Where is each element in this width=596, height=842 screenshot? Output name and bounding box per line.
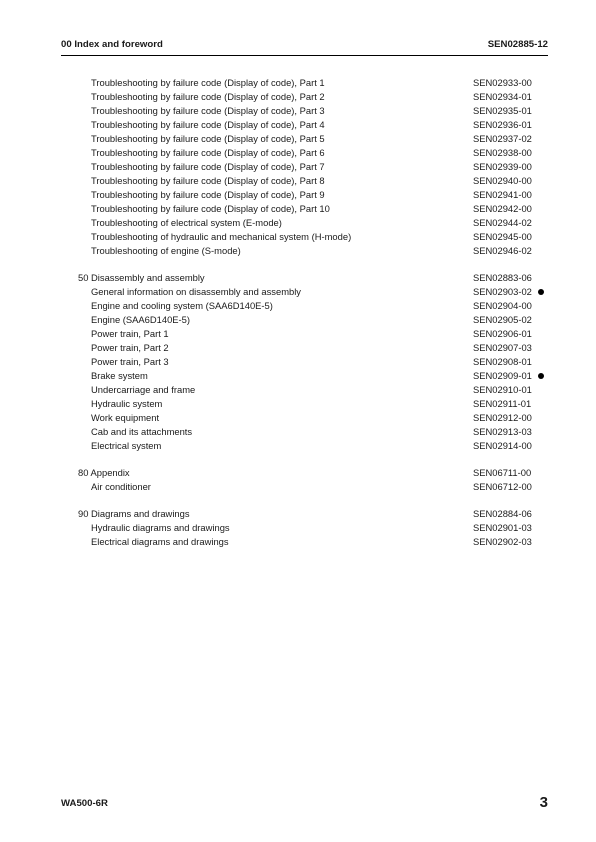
toc-document-code: SEN02937-02 [473,133,532,144]
toc-entry-row [0,355,596,368]
toc-document-code: SEN02904-00 [473,300,532,311]
toc-entry-title: Power train, Part 2 [91,342,169,353]
toc-entry-title: Electrical system [91,440,162,451]
toc-document-code: SEN02934-01 [473,91,532,102]
toc-section-title: 80 Appendix [78,467,130,478]
toc-entry-title: Troubleshooting by failure code (Display of code), Part 2 [91,91,325,102]
toc-section-row [0,507,596,520]
toc-entry-title: Power train, Part 3 [91,356,169,367]
toc-entry-title: Work equipment [91,412,160,423]
revision-bullet-icon [538,289,544,295]
toc-document-code: SEN02940-00 [473,175,532,186]
toc-entry-title: Hydraulic system [91,398,163,409]
toc-document-code: SEN06712-00 [473,481,532,492]
toc-entry-title: Power train, Part 1 [91,328,169,339]
toc-entry-title: Hydraulic diagrams and drawings [91,522,230,533]
toc-entry-title: Troubleshooting of engine (S-mode) [91,245,241,256]
toc-document-code: SEN02911-01 [473,398,532,409]
page-header [61,39,548,53]
toc-section-row [0,271,596,284]
toc-entry-title: Troubleshooting by failure code (Display of code), Part 4 [91,119,325,130]
toc-entry-row [0,369,596,382]
toc-entry-title: Troubleshooting by failure code (Display of code), Part 1 [91,77,325,88]
toc-entry-title: Troubleshooting of hydraulic and mechanical system (H-mode) [91,231,352,242]
toc-entry-title: Undercarriage and frame [91,384,196,395]
toc-entry-row [0,285,596,298]
header-section-title: 00 Index and foreword [61,39,163,50]
toc-entry-row [0,230,596,243]
toc-document-code: SEN02902-03 [473,536,532,547]
toc-document-code: SEN02883-06 [473,272,532,283]
toc-entry-row [0,202,596,215]
toc-entry-row [0,174,596,187]
toc-entry-row [0,535,596,548]
toc-entry-title: Troubleshooting by failure code (Display of code), Part 7 [91,161,325,172]
toc-entry-row [0,425,596,438]
toc-document-code: SEN02905-02 [473,314,532,325]
toc-entry-row [0,132,596,145]
toc-document-code: SEN02933-00 [473,77,532,88]
header-rule [61,55,548,56]
toc-entry-row [0,188,596,201]
toc-entry-title: Engine and cooling system (SAA6D140E-5) [91,300,273,311]
toc-entry-row [0,90,596,103]
toc-entry-row [0,341,596,354]
toc-entry-title: Electrical diagrams and drawings [91,536,229,547]
toc-document-code: SEN02884-06 [473,508,532,519]
toc-entry-row [0,327,596,340]
toc-entry-title: Cab and its attachments [91,426,193,437]
toc-entry-row [0,76,596,89]
toc-entry-title: Air conditioner [91,481,151,492]
revision-bullet-icon [538,373,544,379]
toc-document-code: SEN02945-00 [473,231,532,242]
toc-section-title: 50 Disassembly and assembly [78,272,205,283]
toc-entry-row [0,383,596,396]
toc-entry-title: Troubleshooting by failure code (Display of code), Part 3 [91,105,325,116]
toc-section-title: 90 Diagrams and drawings [78,508,190,519]
toc-document-code: SEN02903-02 [473,286,532,297]
toc-document-code: SEN02936-01 [473,119,532,130]
page-number: 3 [539,794,548,811]
toc-document-code: SEN02938-00 [473,147,532,158]
toc-entry-row [0,160,596,173]
toc-document-code: SEN02912-00 [473,412,532,423]
toc-document-code: SEN02913-03 [473,426,532,437]
toc-document-code: SEN02944-02 [473,217,532,228]
toc-entry-row [0,216,596,229]
toc-entry-row [0,411,596,424]
toc-document-code: SEN06711-00 [473,467,532,478]
toc-entry-title: Troubleshooting by failure code (Display of code), Part 10 [91,203,330,214]
toc-entry-row [0,104,596,117]
toc-entry-row [0,244,596,257]
toc-document-code: SEN02946-02 [473,245,532,256]
toc-document-code: SEN02907-03 [473,342,532,353]
toc-document-code: SEN02935-01 [473,105,532,116]
toc-entry-row [0,397,596,410]
page-footer [61,795,548,815]
toc-entry-title: Troubleshooting by failure code (Display of code), Part 8 [91,175,325,186]
toc-entry-row [0,299,596,312]
toc-document-code: SEN02914-00 [473,440,532,451]
toc-entry-title: General information on disassembly and assembly [91,286,301,297]
toc-document-code: SEN02908-01 [473,356,532,367]
toc-document-code: SEN02906-01 [473,328,532,339]
toc-entry-row [0,313,596,326]
toc-section-row [0,466,596,479]
toc-entry-title: Troubleshooting by failure code (Display of code), Part 9 [91,189,325,200]
toc-entry-row [0,439,596,452]
toc-document-code: SEN02910-01 [473,384,532,395]
toc-document-code: SEN02942-00 [473,203,532,214]
footer-model: WA500-6R [61,798,108,809]
toc-entry-title: Troubleshooting by failure code (Display of code), Part 5 [91,133,325,144]
toc-document-code: SEN02941-00 [473,189,532,200]
toc-entry-row [0,480,596,493]
toc-entry-title: Engine (SAA6D140E-5) [91,314,191,325]
toc-entry-row [0,521,596,534]
toc-entry-row [0,146,596,159]
toc-entry-title: Troubleshooting of electrical system (E-mode) [91,217,282,228]
toc-document-code: SEN02901-03 [473,522,532,533]
toc-entry-row [0,118,596,131]
toc-document-code: SEN02939-00 [473,161,532,172]
toc-document-code: SEN02909-01 [473,370,532,381]
toc-entry-title: Brake system [91,370,148,381]
toc-entry-title: Troubleshooting by failure code (Display of code), Part 6 [91,147,325,158]
header-document-code: SEN02885-12 [487,39,548,50]
